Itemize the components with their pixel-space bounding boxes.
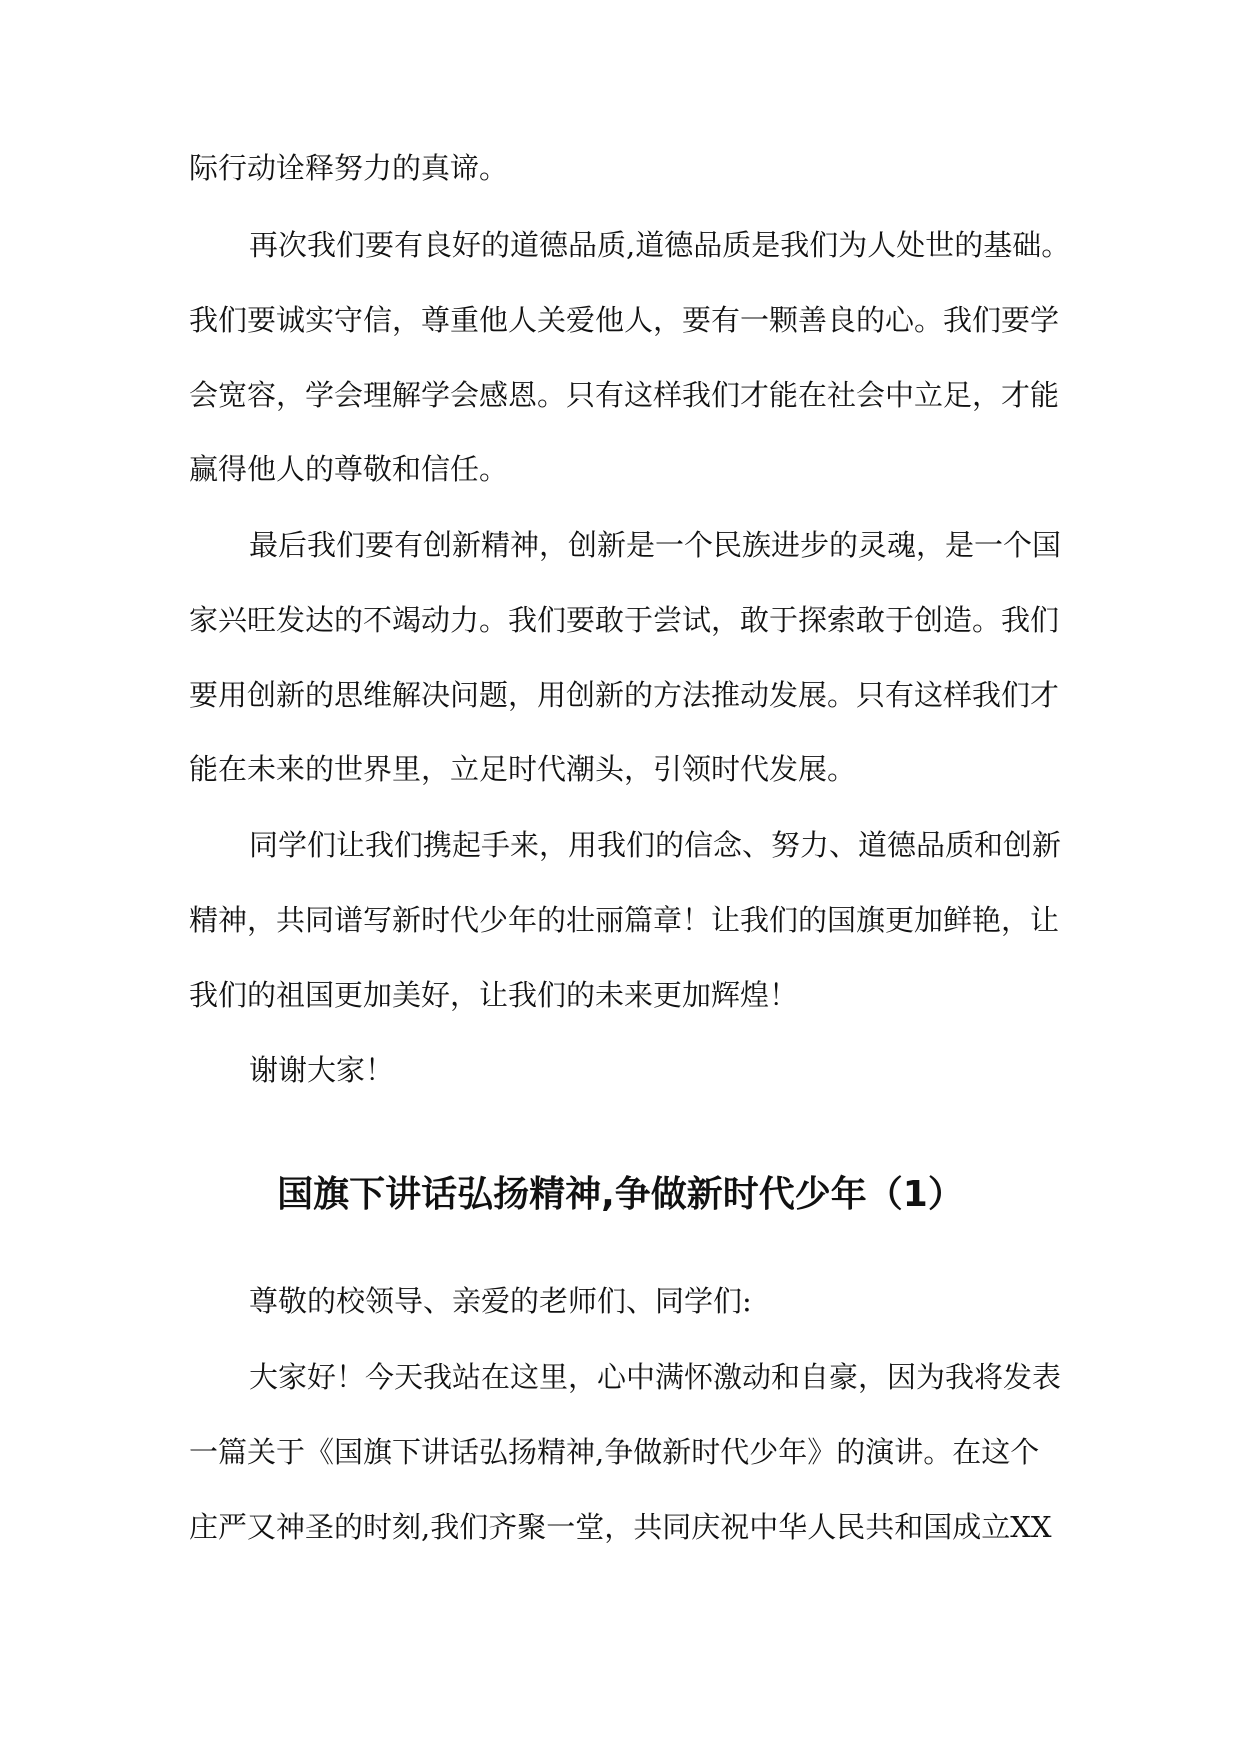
paragraph-line: 会宽容，学会理解学会感恩。只有这样我们才能在社会中立足，才能 <box>189 378 1060 412</box>
paragraph-line: 精神，共同谱写新时代少年的壮丽篇章！让我们的国旗更加鲜艳，让 <box>189 903 1060 937</box>
paragraph-line: 家兴旺发达的不竭动力。我们要敢于尝试，敢于探索敢于创造。我们 <box>189 603 1060 637</box>
paragraph-line: 大家好！今天我站在这里，心中满怀激动和自豪，因为我将发表 <box>249 1360 1062 1394</box>
paragraph-line: 赢得他人的尊敬和信任。 <box>189 452 509 486</box>
paragraph-line: 能在未来的世界里，立足时代潮头，引领时代发展。 <box>189 752 857 786</box>
paragraph-line: 一篇关于《国旗下讲话弘扬精神,争做新时代少年》的演讲。在这个 <box>189 1435 1040 1469</box>
paragraph-line: 庄严又神圣的时刻,我们齐聚一堂，共同庆祝中华人民共和国成立XX <box>189 1510 1052 1544</box>
section-title: 国旗下讲话弘扬精神,争做新时代少年（1） <box>277 1174 964 1215</box>
paragraph-line: 际行动诠释努力的真谛。 <box>189 151 509 185</box>
greeting-line: 尊敬的校领导、亲爱的老师们、同学们: <box>249 1284 752 1318</box>
paragraph-line: 同学们让我们携起手来，用我们的信念、努力、道德品质和创新 <box>249 828 1062 862</box>
paragraph-line: 我们的祖国更加美好，让我们的未来更加辉煌！ <box>189 978 799 1012</box>
paragraph-line: 我们要诚实守信，尊重他人关爱他人，要有一颗善良的心。我们要学 <box>189 303 1060 337</box>
paragraph-line: 最后我们要有创新精神，创新是一个民族进步的灵魂，是一个国 <box>249 528 1062 562</box>
paragraph-line: 要用创新的思维解决问题，用创新的方法推动发展。只有这样我们才 <box>189 678 1060 712</box>
paragraph-line: 再次我们要有良好的道德品质,道德品质是我们为人处世的基础。 <box>249 228 1071 262</box>
paragraph-line: 谢谢大家！ <box>249 1053 395 1087</box>
